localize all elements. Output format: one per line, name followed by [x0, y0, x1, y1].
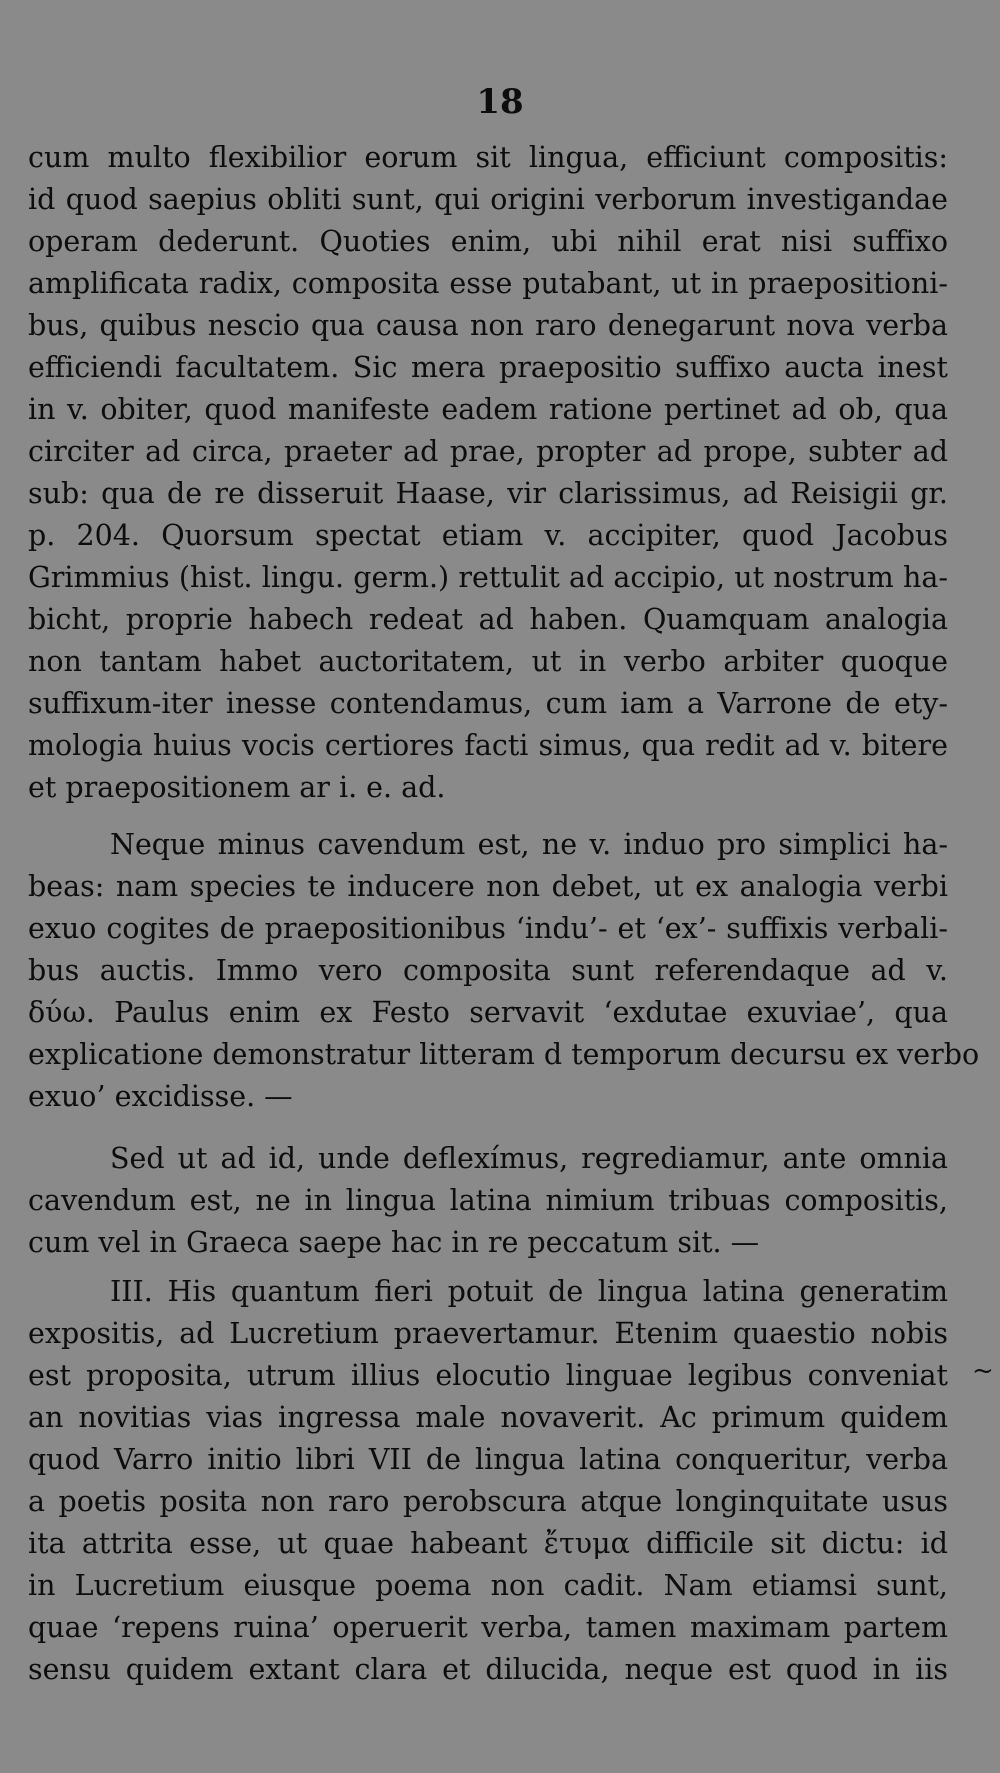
text-line: non tantam habet auctoritatem, ut in verbo arbiter quoque — [28, 645, 948, 678]
text-line: in v. obiter, quod manifeste eadem ratione pertinet ad ob, qua — [28, 393, 948, 426]
text-line: efficiendi facultatem. Sic mera praepositio suffixo aucta inest — [28, 351, 948, 384]
text-line: bus, quibus nescio qua causa non raro denegarunt nova verba — [28, 309, 948, 342]
text-line: cum vel in Graeca saepe hac in re peccatum sit. — — [28, 1226, 760, 1259]
text-line: Grimmius (hist. lingu. germ.) rettulit ad accipio, ut nostrum ha- — [28, 561, 948, 594]
text-line: operam dederunt. Quoties enim, ubi nihil erat nisi suffixo — [28, 225, 948, 258]
text-line: cavendum est, ne in lingua latina nimium tribuas compositis, — [28, 1184, 948, 1217]
text-line: III. His quantum fieri potuit de lingua latina generatim — [110, 1275, 948, 1308]
text-line: expositis, ad Lucretium praevertamur. Etenim quaestio nobis — [28, 1317, 948, 1350]
text-line: mologia huius vocis certiores facti simus, qua redit ad v. bitere — [28, 729, 948, 762]
text-line: sub: qua de re disseruit Haase, vir clarissimus, ad Reisigii gr. — [28, 477, 948, 510]
text-line: p. 204. Quorsum spectat etiam v. accipiter, quod Jacobus — [28, 519, 948, 552]
text-line: Neque minus cavendum est, ne v. induo pro simplici ha- — [110, 828, 948, 861]
text-line: cum multo flexibilior eorum sit lingua, efficiunt compositis: — [28, 141, 948, 174]
margin-mark: ~ — [972, 1356, 994, 1386]
text-line: quod Varro initio libri VII de lingua latina conqueritur, verba — [28, 1443, 948, 1476]
text-line: circiter ad circa, praeter ad prae, propter ad prope, subter ad — [28, 435, 948, 468]
text-line: et praepositionem ar i. e. ad. — [28, 771, 446, 804]
text-line: δύω. Paulus enim ex Festo servavit ‘exdutae exuviae’, qua — [28, 996, 948, 1029]
text-line: est proposita, utrum illius elocutio linguae legibus conveniat — [28, 1359, 948, 1392]
page-number: 18 — [476, 82, 524, 122]
text-line: beas: nam species te inducere non debet, ut ex analogia verbi — [28, 870, 948, 903]
text-line: quae ‘repens ruina’ operuerit verba, tamen maximam partem — [28, 1611, 948, 1644]
text-line: explicatione demonstratur litteram d temporum decursu ex verbo — [28, 1038, 980, 1071]
text-line: sensu quidem extant clara et dilucida, neque est quod in iis — [28, 1653, 948, 1686]
text-line: ita attrita esse, ut quae habeant ἔτυμα difficile sit dictu: id — [28, 1527, 948, 1560]
text-line: bus auctis. Immo vero composita sunt referendaque ad v. — [28, 954, 948, 987]
text-line: an novitias vias ingressa male novaverit. Ac primum quidem — [28, 1401, 948, 1434]
text-line: exuo cogites de praepositionibus ‘indu’- et ‘ex’- suffixis verbali- — [28, 912, 948, 945]
text-line: in Lucretium eiusque poema non cadit. Nam etiamsi sunt, — [28, 1569, 948, 1602]
text-line: amplificata radix, composita esse putabant, ut in praepositioni- — [28, 267, 948, 300]
text-line: Sed ut ad id, unde deflexímus, regrediamur, ante omnia — [110, 1142, 948, 1175]
text-line: suffixum-iter inesse contendamus, cum iam a Varrone de ety- — [28, 687, 948, 720]
text-line: bicht, proprie habech redeat ad haben. Quamquam analogia — [28, 603, 948, 636]
text-line: exuo’ excidisse. — — [28, 1080, 293, 1113]
text-line: a poetis posita non raro perobscura atque longinquitate usus — [28, 1485, 948, 1518]
text-line: id quod saepius obliti sunt, qui origini verborum investigandae — [28, 183, 948, 216]
